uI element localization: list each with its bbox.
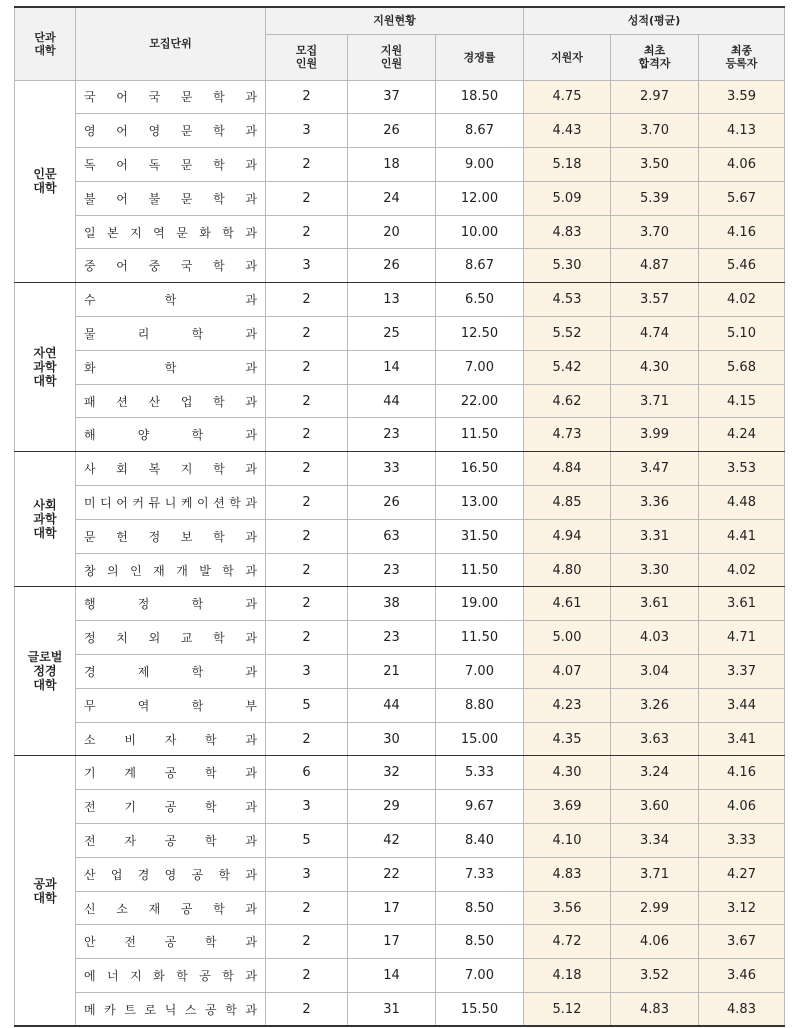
score-final-cell: 5.68 <box>699 350 785 384</box>
applied-cell: 23 <box>348 553 436 587</box>
header-unit: 모집단위 <box>76 7 266 80</box>
score-applicants-cell: 4.10 <box>524 824 611 858</box>
department-name: 독 어 독 문 학 과 <box>84 157 257 172</box>
score-first-cell: 3.52 <box>611 959 699 993</box>
department-cell <box>76 519 266 553</box>
score-first-cell: 3.24 <box>611 756 699 790</box>
table-row <box>15 891 785 925</box>
quota-cell: 2 <box>266 722 348 756</box>
score-final-cell: 4.16 <box>699 215 785 249</box>
quota-cell: 2 <box>266 621 348 655</box>
department-cell <box>76 148 266 182</box>
applied-cell: 20 <box>348 215 436 249</box>
department-cell <box>76 317 266 351</box>
ratio-cell: 9.00 <box>436 148 524 182</box>
quota-cell: 2 <box>266 350 348 384</box>
department-name: 산 업 경 영 공 학 과 <box>84 867 257 882</box>
score-applicants-cell: 4.53 <box>524 283 611 317</box>
college-cell: 글로벌 정경 대학 <box>15 587 76 756</box>
table-row <box>15 384 785 418</box>
table-row <box>15 925 785 959</box>
ratio-cell: 8.50 <box>436 925 524 959</box>
header-score-first: 최초 합격자 <box>611 34 699 80</box>
department-name: 신 소 재 공 학 과 <box>84 901 257 916</box>
score-applicants-cell: 4.80 <box>524 553 611 587</box>
department-name: 해 양 학 과 <box>84 428 257 443</box>
ratio-cell: 8.40 <box>436 824 524 858</box>
quota-cell: 3 <box>266 857 348 891</box>
department-name: 전 기 공 학 과 <box>84 800 257 815</box>
score-first-cell: 3.99 <box>611 418 699 452</box>
department-name: 경 제 학 과 <box>84 664 257 679</box>
score-first-cell: 3.47 <box>611 452 699 486</box>
quota-cell: 3 <box>266 114 348 148</box>
table-row <box>15 790 785 824</box>
college-cell: 자연 과학 대학 <box>15 283 76 452</box>
quota-cell: 2 <box>266 283 348 317</box>
department-cell <box>76 959 266 993</box>
quota-cell: 3 <box>266 655 348 689</box>
score-first-cell: 3.71 <box>611 857 699 891</box>
department-cell <box>76 181 266 215</box>
score-first-cell: 4.87 <box>611 249 699 283</box>
quota-cell: 3 <box>266 249 348 283</box>
score-final-cell: 4.24 <box>699 418 785 452</box>
department-name: 기 계 공 학 과 <box>84 766 257 781</box>
score-final-cell: 4.06 <box>699 148 785 182</box>
department-cell <box>76 621 266 655</box>
score-final-cell: 4.06 <box>699 790 785 824</box>
score-applicants-cell: 4.18 <box>524 959 611 993</box>
table-row <box>15 249 785 283</box>
applied-cell: 25 <box>348 317 436 351</box>
score-final-cell: 3.37 <box>699 655 785 689</box>
applied-cell: 38 <box>348 587 436 621</box>
college-cell: 인문 대학 <box>15 80 76 283</box>
ratio-cell: 11.50 <box>436 418 524 452</box>
score-final-cell: 5.10 <box>699 317 785 351</box>
quota-cell: 2 <box>266 181 348 215</box>
department-cell <box>76 722 266 756</box>
score-applicants-cell: 5.30 <box>524 249 611 283</box>
score-final-cell: 4.71 <box>699 621 785 655</box>
applied-cell: 23 <box>348 621 436 655</box>
ratio-cell: 11.50 <box>436 621 524 655</box>
quota-cell: 2 <box>266 959 348 993</box>
department-cell <box>76 655 266 689</box>
quota-cell: 3 <box>266 790 348 824</box>
department-name: 영 어 영 문 학 과 <box>84 124 257 139</box>
applied-cell: 17 <box>348 925 436 959</box>
ratio-cell: 8.67 <box>436 249 524 283</box>
score-applicants-cell: 5.42 <box>524 350 611 384</box>
score-final-cell: 4.48 <box>699 486 785 520</box>
score-applicants-cell: 4.62 <box>524 384 611 418</box>
score-applicants-cell: 3.69 <box>524 790 611 824</box>
score-final-cell: 3.53 <box>699 452 785 486</box>
score-final-cell: 4.41 <box>699 519 785 553</box>
score-first-cell: 3.63 <box>611 722 699 756</box>
applied-cell: 32 <box>348 756 436 790</box>
score-first-cell: 4.06 <box>611 925 699 959</box>
score-final-cell: 4.27 <box>699 857 785 891</box>
table-row <box>15 181 785 215</box>
score-applicants-cell: 4.35 <box>524 722 611 756</box>
score-final-cell: 3.41 <box>699 722 785 756</box>
table-row <box>15 114 785 148</box>
department-name: 정 치 외 교 학 과 <box>84 631 257 646</box>
quota-cell: 2 <box>266 80 348 114</box>
score-applicants-cell: 4.84 <box>524 452 611 486</box>
score-first-cell: 3.70 <box>611 215 699 249</box>
department-cell <box>76 993 266 1027</box>
table-row <box>15 553 785 587</box>
score-first-cell: 3.34 <box>611 824 699 858</box>
header-score-final: 최종 등록자 <box>699 34 785 80</box>
ratio-cell: 8.67 <box>436 114 524 148</box>
ratio-cell: 18.50 <box>436 80 524 114</box>
applied-cell: 33 <box>348 452 436 486</box>
table-row <box>15 621 785 655</box>
department-cell <box>76 215 266 249</box>
ratio-cell: 7.00 <box>436 655 524 689</box>
score-applicants-cell: 5.12 <box>524 993 611 1027</box>
applied-cell: 24 <box>348 181 436 215</box>
score-first-cell: 4.74 <box>611 317 699 351</box>
ratio-cell: 5.33 <box>436 756 524 790</box>
admission-table-container <box>14 6 785 1027</box>
score-final-cell: 4.83 <box>699 993 785 1027</box>
department-name: 미 디 어 커 뮤 니 케 이 션 학 과 <box>84 495 257 510</box>
department-cell <box>76 688 266 722</box>
score-final-cell: 3.46 <box>699 959 785 993</box>
score-first-cell: 3.71 <box>611 384 699 418</box>
department-name: 일 본 지 역 문 화 학 과 <box>84 225 257 240</box>
ratio-cell: 12.00 <box>436 181 524 215</box>
applied-cell: 21 <box>348 655 436 689</box>
score-first-cell: 4.30 <box>611 350 699 384</box>
quota-cell: 2 <box>266 486 348 520</box>
department-cell <box>76 587 266 621</box>
score-first-cell: 3.26 <box>611 688 699 722</box>
score-first-cell: 3.61 <box>611 587 699 621</box>
score-first-cell: 3.30 <box>611 553 699 587</box>
table-row <box>15 519 785 553</box>
score-applicants-cell: 5.00 <box>524 621 611 655</box>
score-first-cell: 4.03 <box>611 621 699 655</box>
applied-cell: 26 <box>348 249 436 283</box>
quota-cell: 2 <box>266 553 348 587</box>
ratio-cell: 11.50 <box>436 553 524 587</box>
header-college: 단과 대학 <box>15 7 76 80</box>
score-applicants-cell: 4.30 <box>524 756 611 790</box>
department-name: 안 전 공 학 과 <box>84 935 257 950</box>
table-row <box>15 857 785 891</box>
applied-cell: 42 <box>348 824 436 858</box>
score-first-cell: 3.50 <box>611 148 699 182</box>
score-final-cell: 3.12 <box>699 891 785 925</box>
applied-cell: 44 <box>348 688 436 722</box>
score-applicants-cell: 5.09 <box>524 181 611 215</box>
table-row <box>15 452 785 486</box>
ratio-cell: 6.50 <box>436 283 524 317</box>
ratio-cell: 7.33 <box>436 857 524 891</box>
department-cell <box>76 553 266 587</box>
table-row <box>15 824 785 858</box>
applied-cell: 26 <box>348 114 436 148</box>
department-cell <box>76 249 266 283</box>
score-applicants-cell: 4.43 <box>524 114 611 148</box>
score-final-cell: 3.61 <box>699 587 785 621</box>
table-header <box>15 7 785 80</box>
ratio-cell: 10.00 <box>436 215 524 249</box>
quota-cell: 6 <box>266 756 348 790</box>
department-cell <box>76 80 266 114</box>
score-applicants-cell: 3.56 <box>524 891 611 925</box>
score-applicants-cell: 4.83 <box>524 857 611 891</box>
department-name: 사 회 복 지 학 과 <box>84 462 257 477</box>
table-row <box>15 418 785 452</box>
department-cell <box>76 114 266 148</box>
table-row <box>15 148 785 182</box>
score-final-cell: 4.15 <box>699 384 785 418</box>
table-row <box>15 80 785 114</box>
table-body <box>15 80 785 1026</box>
department-name: 불 어 불 문 학 과 <box>84 191 257 206</box>
score-final-cell: 4.13 <box>699 114 785 148</box>
department-cell <box>76 283 266 317</box>
table-row <box>15 317 785 351</box>
table-row <box>15 350 785 384</box>
department-name: 메 카 트 로 닉 스 공 학 과 <box>84 1002 257 1017</box>
score-first-cell: 3.70 <box>611 114 699 148</box>
quota-cell: 5 <box>266 688 348 722</box>
header-applicants-group: 지원현황 <box>266 7 524 34</box>
department-cell <box>76 891 266 925</box>
ratio-cell: 16.50 <box>436 452 524 486</box>
score-applicants-cell: 4.75 <box>524 80 611 114</box>
quota-cell: 2 <box>266 993 348 1027</box>
score-final-cell: 3.59 <box>699 80 785 114</box>
department-cell <box>76 824 266 858</box>
score-applicants-cell: 4.23 <box>524 688 611 722</box>
quota-cell: 2 <box>266 891 348 925</box>
ratio-cell: 31.50 <box>436 519 524 553</box>
score-final-cell: 4.02 <box>699 283 785 317</box>
applied-cell: 18 <box>348 148 436 182</box>
applied-cell: 23 <box>348 418 436 452</box>
table-row <box>15 655 785 689</box>
score-first-cell: 3.60 <box>611 790 699 824</box>
department-name: 창 의 인 재 개 발 학 과 <box>84 563 257 578</box>
applied-cell: 14 <box>348 350 436 384</box>
department-cell <box>76 418 266 452</box>
score-applicants-cell: 5.18 <box>524 148 611 182</box>
applied-cell: 31 <box>348 993 436 1027</box>
header-ratio: 경쟁률 <box>436 34 524 80</box>
applied-cell: 30 <box>348 722 436 756</box>
score-applicants-cell: 4.07 <box>524 655 611 689</box>
department-name: 수 학 과 <box>84 293 257 308</box>
ratio-cell: 8.80 <box>436 688 524 722</box>
score-applicants-cell: 4.85 <box>524 486 611 520</box>
department-cell <box>76 384 266 418</box>
applied-cell: 13 <box>348 283 436 317</box>
department-cell <box>76 756 266 790</box>
score-applicants-cell: 4.72 <box>524 925 611 959</box>
department-name: 화 학 과 <box>84 360 257 375</box>
department-cell <box>76 925 266 959</box>
table-row <box>15 486 785 520</box>
score-applicants-cell: 4.83 <box>524 215 611 249</box>
ratio-cell: 22.00 <box>436 384 524 418</box>
score-final-cell: 3.67 <box>699 925 785 959</box>
department-cell <box>76 790 266 824</box>
score-final-cell: 4.02 <box>699 553 785 587</box>
department-cell <box>76 486 266 520</box>
score-applicants-cell: 4.94 <box>524 519 611 553</box>
table-row <box>15 722 785 756</box>
college-cell: 사회 과학 대학 <box>15 452 76 587</box>
department-cell <box>76 452 266 486</box>
quota-cell: 2 <box>266 384 348 418</box>
ratio-cell: 7.00 <box>436 959 524 993</box>
ratio-cell: 15.50 <box>436 993 524 1027</box>
score-final-cell: 5.67 <box>699 181 785 215</box>
score-first-cell: 2.99 <box>611 891 699 925</box>
ratio-cell: 13.00 <box>436 486 524 520</box>
score-applicants-cell: 4.73 <box>524 418 611 452</box>
admission-results-table <box>14 6 785 1027</box>
quota-cell: 2 <box>266 317 348 351</box>
score-final-cell: 3.44 <box>699 688 785 722</box>
ratio-cell: 9.67 <box>436 790 524 824</box>
score-final-cell: 5.46 <box>699 249 785 283</box>
department-name: 에 너 지 화 학 공 학 과 <box>84 969 257 984</box>
score-first-cell: 3.57 <box>611 283 699 317</box>
department-cell <box>76 350 266 384</box>
college-cell: 공과 대학 <box>15 756 76 1026</box>
department-cell <box>76 857 266 891</box>
table-row <box>15 993 785 1027</box>
table-row <box>15 215 785 249</box>
ratio-cell: 19.00 <box>436 587 524 621</box>
score-first-cell: 3.36 <box>611 486 699 520</box>
score-applicants-cell: 5.52 <box>524 317 611 351</box>
department-name: 행 정 학 과 <box>84 597 257 612</box>
score-first-cell: 3.04 <box>611 655 699 689</box>
department-name: 국 어 국 문 학 과 <box>84 90 257 105</box>
table-row <box>15 756 785 790</box>
quota-cell: 2 <box>266 587 348 621</box>
department-name: 물 리 학 과 <box>84 326 257 341</box>
quota-cell: 5 <box>266 824 348 858</box>
table-row <box>15 283 785 317</box>
applied-cell: 17 <box>348 891 436 925</box>
applied-cell: 29 <box>348 790 436 824</box>
applied-cell: 14 <box>348 959 436 993</box>
ratio-cell: 15.00 <box>436 722 524 756</box>
applied-cell: 37 <box>348 80 436 114</box>
quota-cell: 2 <box>266 418 348 452</box>
applied-cell: 63 <box>348 519 436 553</box>
quota-cell: 2 <box>266 519 348 553</box>
score-final-cell: 4.16 <box>699 756 785 790</box>
score-first-cell: 4.83 <box>611 993 699 1027</box>
header-scores-group: 성적(평균) <box>524 7 785 34</box>
department-name: 전 자 공 학 과 <box>84 833 257 848</box>
quota-cell: 2 <box>266 925 348 959</box>
ratio-cell: 8.50 <box>436 891 524 925</box>
header-score-applicants: 지원자 <box>524 34 611 80</box>
department-name: 문 헌 정 보 학 과 <box>84 529 257 544</box>
quota-cell: 2 <box>266 452 348 486</box>
applied-cell: 22 <box>348 857 436 891</box>
score-applicants-cell: 4.61 <box>524 587 611 621</box>
score-final-cell: 3.33 <box>699 824 785 858</box>
department-name: 무 역 학 부 <box>84 698 257 713</box>
table-row <box>15 688 785 722</box>
score-first-cell: 2.97 <box>611 80 699 114</box>
quota-cell: 2 <box>266 215 348 249</box>
applied-cell: 44 <box>348 384 436 418</box>
table-row <box>15 959 785 993</box>
ratio-cell: 12.50 <box>436 317 524 351</box>
score-first-cell: 5.39 <box>611 181 699 215</box>
header-applied: 지원 인원 <box>348 34 436 80</box>
department-name: 소 비 자 학 과 <box>84 732 257 747</box>
table-row <box>15 587 785 621</box>
applied-cell: 26 <box>348 486 436 520</box>
department-name: 중 어 중 국 학 과 <box>84 259 257 274</box>
department-name: 패 션 산 업 학 과 <box>84 394 257 409</box>
quota-cell: 2 <box>266 148 348 182</box>
score-first-cell: 3.31 <box>611 519 699 553</box>
ratio-cell: 7.00 <box>436 350 524 384</box>
header-quota: 모집 인원 <box>266 34 348 80</box>
